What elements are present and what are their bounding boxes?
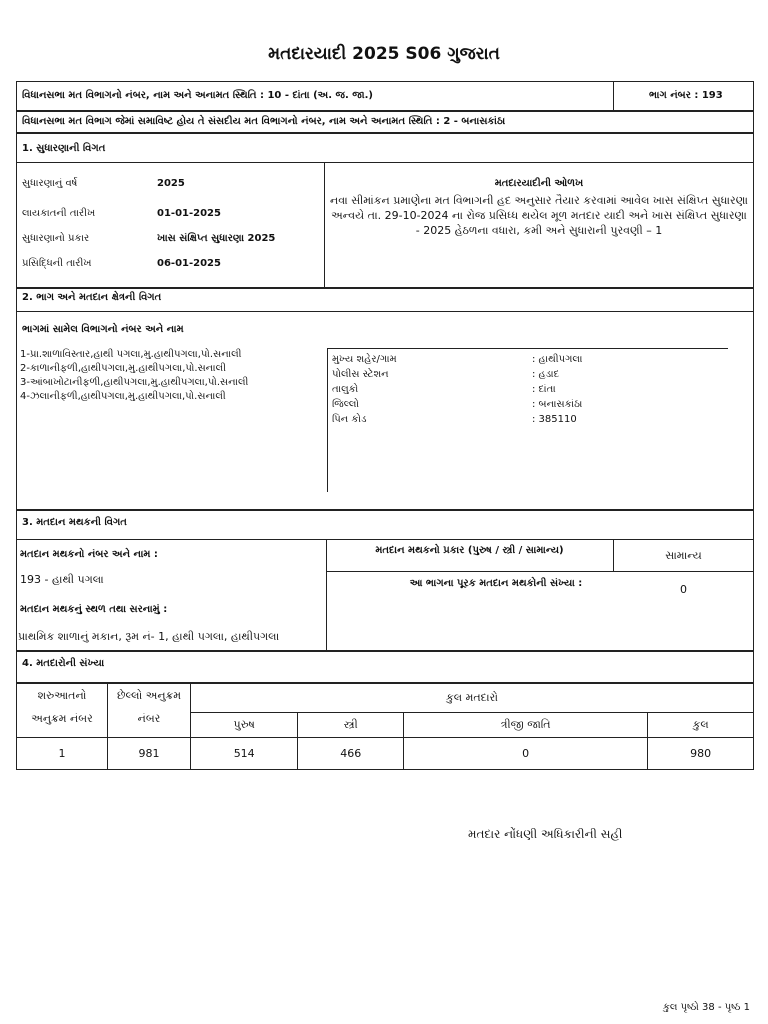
auxiliary-stations-value: 0	[680, 583, 687, 596]
revision-year-label: સુધારણાનું વર્ષ	[22, 178, 78, 189]
station-type-label: મતદાન મથકનો પ્રકાર (પુરુષ / સ્ત્રી / સામાન્ય)	[375, 545, 564, 556]
station-type-value: સામાન્ય	[665, 549, 702, 562]
divider	[613, 81, 614, 111]
female-count: 466	[298, 738, 404, 770]
start-serial-header: શરુઆતનો અનુક્રમ નંબર	[17, 684, 108, 738]
third-gender-header: ત્રીજી જાતિ	[404, 713, 648, 738]
revision-year-value: 2025	[157, 178, 185, 189]
female-header: સ્ત્રી	[298, 713, 404, 738]
divider	[16, 311, 754, 312]
page-title: મતદારયાદી 2025 S06 ગુજરાત	[268, 44, 500, 64]
included-areas-heading: ભાગમાં સામેલ વિભાગનો નંબર અને નામ	[22, 324, 184, 335]
parliament-info: વિધાનસભા મત વિભાગ જેમાં સમાવિષ્ટ હોય તે સંસદીય મત વિભાગનો નંબર, નામ અને અનામત સ્થિતિ : 2 - બનાસકાંઠા	[22, 116, 506, 127]
end-serial-header: છેલ્લો અનુક્રમ નંબર	[108, 684, 191, 738]
total-header: કુલ	[648, 713, 754, 738]
revision-type-value: ખાસ સંક્ષિપ્ત સુધારણા 2025	[157, 233, 276, 244]
end-serial-value: 981	[108, 738, 191, 770]
revision-type-label: સુધારણાનો પ્રકાર	[22, 233, 90, 244]
polling-station-value: 193 - હાથી પગલા	[20, 573, 104, 586]
section4-heading-box	[16, 651, 754, 683]
male-count: 514	[191, 738, 298, 770]
section4-heading: 4. મતદારોની સંખ્યા	[22, 658, 105, 669]
polling-address-label: મતદાન મથકનું સ્થળ તથા સરનામું :	[20, 604, 168, 615]
qualifying-date-value: 01-01-2025	[157, 208, 221, 219]
police-station-value: : હડાદ	[532, 369, 560, 380]
divider	[16, 162, 754, 163]
third-gender-count: 0	[404, 738, 648, 770]
auxiliary-stations-label: આ ભાગના પૂરક મતદાન મથકોની સંખ્યા :	[409, 578, 583, 589]
pincode-label: પિન કોડ	[332, 414, 367, 425]
roll-identification-text: નવા સીમાંકન પ્રમાણેના મત વિભાગની હદ અનુસાર તૈયાર કરવામાં આવેલ ખાસ સંક્ષિપ્ત સુધારણા અન્વયે તા. 29-10-2024 ના રોજ પ્રસિધ્ધ થયેલ મૂળ મતદાર યાદી અને ખાસ સંક્ષિપ્ત સુધારણા - 2025 હેઠળના વધારા, કમી અને સુધારાની પુરવણી – 1	[330, 194, 748, 237]
district-value: : બનાસકાંઠા	[532, 399, 583, 410]
roll-identification-heading: મતદારયાદીની ઓળખ	[494, 178, 584, 189]
divider	[16, 539, 754, 540]
total-count: 980	[648, 738, 754, 770]
section1-heading: 1. સુધારણાની વિગત	[22, 143, 106, 154]
section3-heading: 3. મતદાન મથકની વિગત	[22, 517, 127, 528]
qualifying-date-label: લાયકાતની તારીખ	[22, 208, 96, 219]
taluka-value: : દાંતા	[532, 384, 556, 395]
area-item: 2-કાળાનીફળી,હાથીપગલા,મુ.હાથીપગલા,પો.સનાલી	[20, 363, 226, 374]
taluka-label: તાલુકો	[332, 384, 359, 395]
voters-table	[16, 683, 754, 770]
pincode-value: : 385110	[532, 414, 577, 425]
police-station-label: પોલીસ સ્ટેશન	[332, 369, 389, 380]
total-voters-header: કુલ મતદારો	[191, 684, 754, 713]
main-village-label: મુખ્ય શહેર/ગામ	[332, 354, 397, 365]
polling-address-value: પ્રાથમિક શાળાનું મકાન, રૂમ નં- 1, હાથી પગલા, હાથીપગલા	[18, 630, 280, 643]
assembly-info: વિધાનસભા મત વિભાગનો નંબર, નામ અને અનામત સ્થિતિ : 10 - દાંતા (અ. જ. જા.)	[22, 90, 373, 101]
polling-station-label: મતદાન મથકનો નંબર અને નામ :	[20, 549, 158, 560]
divider	[327, 348, 328, 492]
page-footer: કુલ પૃષ્ઠો 38 - પૃષ્ઠ 1	[662, 1002, 750, 1013]
area-item: 3-આંબાખોટાનીફળી,હાથીપગલા,મુ.હાથીપગલા,પો.સનાલી	[20, 377, 249, 388]
publication-date-value: 06-01-2025	[157, 258, 221, 269]
district-label: જિલ્લો	[332, 399, 359, 410]
male-header: પુરુષ	[191, 713, 298, 738]
divider	[326, 571, 754, 572]
part-number: ભાગ નંબર : 193	[649, 90, 723, 101]
publication-date-label: પ્રસિદ્ધિની તારીખ	[22, 258, 92, 269]
divider	[327, 348, 728, 349]
start-serial-value: 1	[17, 738, 108, 770]
area-item: 1-પ્રા.શાળાવિસ્તાર,હાથી પગલા,મુ.હાથીપગલા,પો.સનાલી	[20, 349, 242, 360]
area-item: 4-ઝલાનીફળી,હાથીપગલા,મુ.હાથીપગલા,પો.સનાલી	[20, 391, 226, 402]
officer-signature-label: મતદાર નોંધણી અધિકારીની સહી	[468, 827, 623, 841]
main-village-value: : હાથીપગલા	[532, 354, 583, 365]
section2-heading: 2. ભાગ અને મતદાન ક્ષેત્રની વિગત	[22, 292, 162, 303]
